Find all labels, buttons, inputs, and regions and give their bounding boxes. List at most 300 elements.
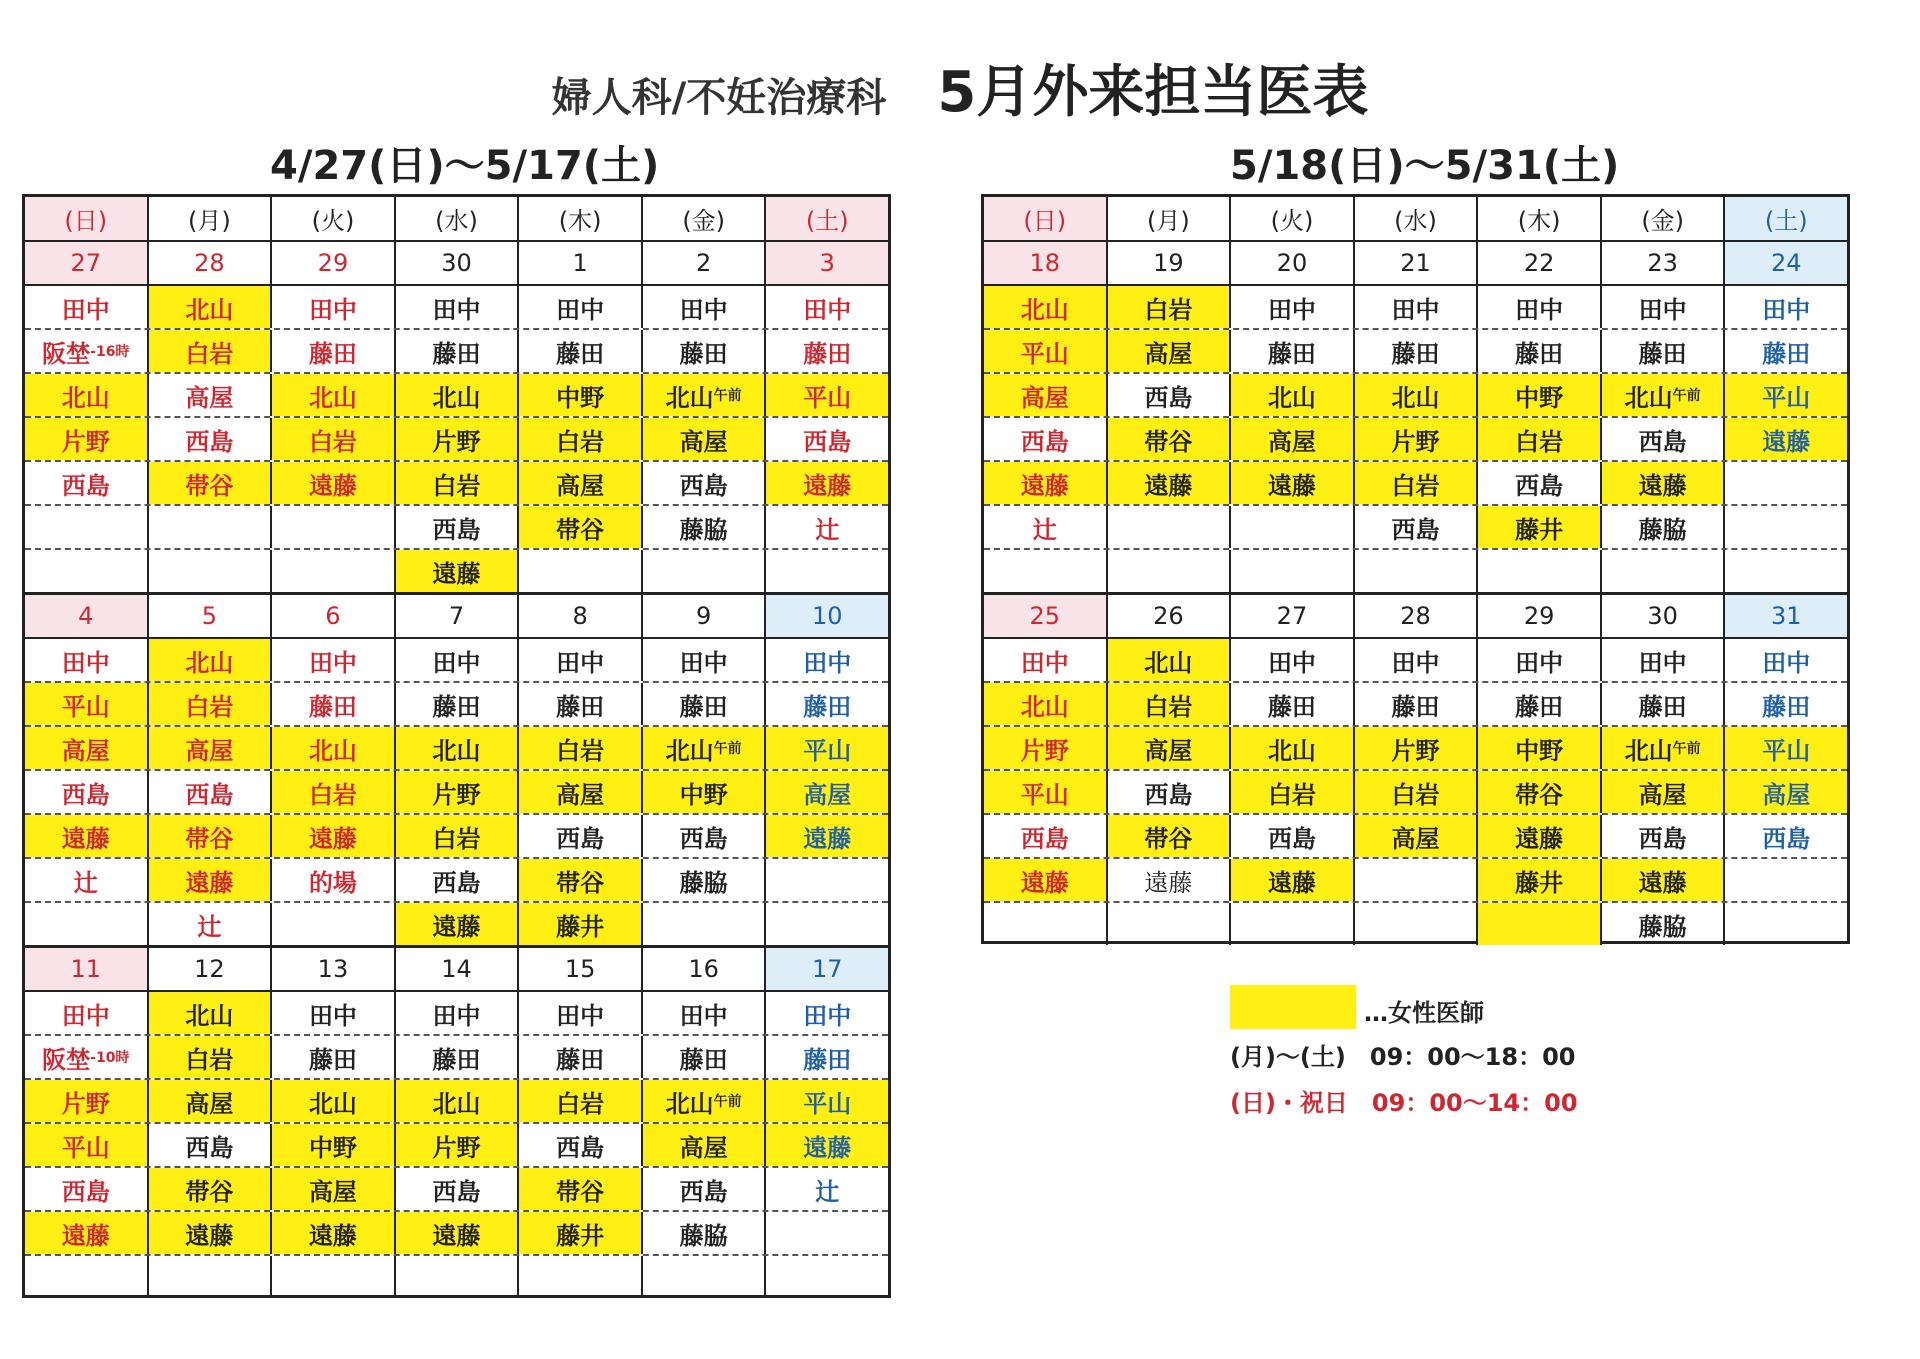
doctor-cell (1355, 903, 1479, 945)
doctor-cell (766, 683, 888, 725)
doctor-cell (643, 992, 767, 1034)
doctor-cell (1231, 550, 1355, 592)
doctor-cell (149, 992, 273, 1034)
doctor-row (984, 462, 1847, 506)
doctor-cell (396, 1080, 520, 1122)
doctor-cell (1231, 683, 1355, 725)
doctor-cell (766, 330, 888, 372)
doctor-cell (1478, 683, 1602, 725)
doctor-name: 阪埜 (42, 1045, 91, 1074)
doctor-name: 片野 (432, 780, 481, 809)
time-note: 午前 (1672, 741, 1701, 757)
doctor-cell (1725, 903, 1847, 945)
date-cell: 10 (766, 595, 888, 637)
doctor-name: 藤田 (1762, 339, 1811, 368)
doctor-name: 田中 (61, 1001, 110, 1030)
doctor-cell (396, 1168, 520, 1210)
doctor-name: 藤田 (1515, 339, 1564, 368)
doctor-cell (149, 1036, 273, 1078)
doctor-name: 藤田 (556, 339, 605, 368)
doctor-cell (643, 418, 767, 460)
doctor-cell (25, 815, 149, 857)
date-cell: 15 (519, 948, 643, 990)
date-cell: 17 (766, 948, 888, 990)
doctor-cell (766, 992, 888, 1034)
doctor-cell (1108, 418, 1232, 460)
doctor-name: 帯谷 (556, 515, 605, 544)
doctor-cell (149, 286, 273, 328)
doctor-row (25, 330, 888, 374)
doctor-cell (272, 462, 396, 504)
doctor-cell (519, 815, 643, 857)
doctor-cell (1725, 286, 1847, 328)
doctor-name: 遠藤 (803, 824, 852, 853)
doctor-cell (643, 1256, 767, 1298)
doctor-cell (1231, 374, 1355, 416)
doctor-name: 帯谷 (185, 471, 234, 500)
doctor-name: 田中 (1267, 295, 1316, 324)
doctor-cell (1231, 771, 1355, 813)
doctor-row (25, 550, 888, 592)
doctor-name: 藤脇 (679, 1221, 728, 1250)
doctor-name: 北山 (432, 1089, 481, 1118)
doctor-cell (25, 1124, 149, 1166)
doctor-cell (766, 1168, 888, 1210)
doctor-name: 辻 (73, 868, 98, 897)
doctor-row (984, 374, 1847, 418)
doctor-cell (766, 727, 888, 769)
doctor-name: 片野 (1391, 427, 1440, 456)
date-row (984, 242, 1847, 286)
doctor-cell (272, 992, 396, 1034)
doctor-name: 高屋 (185, 1089, 234, 1118)
doctor-cell (1602, 727, 1726, 769)
doctor-name: 北山 (1020, 295, 1069, 324)
doctor-row (984, 815, 1847, 859)
doctor-cell (1602, 418, 1726, 460)
date-cell: 27 (1231, 595, 1355, 637)
doctor-cell (149, 506, 273, 548)
doctor-cell (984, 683, 1108, 725)
doctor-cell (1231, 859, 1355, 901)
doctor-cell (25, 286, 149, 328)
doctor-cell (396, 550, 520, 592)
doctor-name: 白岩 (308, 780, 357, 809)
date-cell: 16 (643, 948, 767, 990)
doctor-cell (272, 683, 396, 725)
date-cell: 27 (25, 242, 149, 284)
weekday-header: (土) (766, 197, 888, 240)
doctor-cell (149, 639, 273, 681)
doctor-row (25, 771, 888, 815)
doctor-cell (519, 462, 643, 504)
doctor-name: 田中 (61, 648, 110, 677)
doctor-name: 田中 (679, 295, 728, 324)
doctor-name: 北山 (308, 1089, 357, 1118)
doctor-cell (1231, 286, 1355, 328)
doctor-name: 高屋 (679, 1133, 728, 1162)
doctor-cell (396, 374, 520, 416)
doctor-name: 中野 (679, 780, 728, 809)
doctor-row (984, 771, 1847, 815)
doctor-name: 藤田 (803, 339, 852, 368)
doctor-cell (149, 462, 273, 504)
doctor-name: 北山 (665, 383, 714, 412)
doctor-cell (984, 727, 1108, 769)
doctor-row (984, 506, 1847, 550)
doctor-cell (1355, 330, 1479, 372)
doctor-cell (149, 550, 273, 592)
doctor-name: 藤脇 (1638, 515, 1687, 544)
doctor-cell (1355, 506, 1479, 548)
doctor-cell (643, 815, 767, 857)
week-block (25, 595, 888, 948)
doctor-cell (149, 374, 273, 416)
doctor-cell (1602, 771, 1726, 813)
doctor-name: 藤田 (556, 1045, 605, 1074)
doctor-name: 西島 (1515, 471, 1564, 500)
doctor-cell (25, 859, 149, 901)
doctor-name: 高屋 (1391, 824, 1440, 853)
doctor-cell (149, 815, 273, 857)
doctor-cell (984, 550, 1108, 592)
doctor-cell (25, 771, 149, 813)
doctor-name: 田中 (1638, 648, 1687, 677)
department-title: 婦人科/不妊治療科 (551, 75, 887, 121)
doctor-cell (643, 462, 767, 504)
doctor-name: 西島 (679, 1177, 728, 1206)
doctor-name: 白岩 (1144, 295, 1193, 324)
weekday-header: (日) (984, 197, 1108, 240)
doctor-name: 藤田 (679, 1045, 728, 1074)
doctor-row (25, 1256, 888, 1298)
doctor-cell (766, 1256, 888, 1298)
doctor-cell (519, 992, 643, 1034)
doctor-cell (25, 1168, 149, 1210)
doctor-row (984, 683, 1847, 727)
doctor-cell (519, 771, 643, 813)
doctor-cell (1355, 639, 1479, 681)
doctor-name: 藤田 (679, 692, 728, 721)
doctor-name: 田中 (556, 648, 605, 677)
doctor-cell (25, 374, 149, 416)
doctor-name: 辻 (815, 515, 840, 544)
doctor-name: 高屋 (185, 383, 234, 412)
date-cell: 11 (25, 948, 149, 990)
doctor-name: 遠藤 (61, 1221, 110, 1250)
doctor-cell (1478, 418, 1602, 460)
doctor-cell (1478, 330, 1602, 372)
doctor-cell (1231, 462, 1355, 504)
doctor-name: 藤田 (308, 1045, 357, 1074)
doctor-name: 的場 (308, 868, 357, 897)
doctor-cell (1602, 903, 1726, 945)
weekday-header-row (25, 197, 888, 242)
doctor-cell (396, 1212, 520, 1254)
date-cell: 6 (272, 595, 396, 637)
doctor-cell (519, 1168, 643, 1210)
doctor-cell (984, 859, 1108, 901)
date-cell: 31 (1725, 595, 1847, 637)
doctor-cell (1725, 506, 1847, 548)
doctor-name: 西島 (679, 824, 728, 853)
doctor-name: 藤脇 (679, 868, 728, 897)
doctor-row (25, 1212, 888, 1256)
time-note: -10時 (90, 1050, 130, 1066)
doctor-name: 北山 (185, 295, 234, 324)
doctor-name: 北山 (308, 736, 357, 765)
doctor-name: 田中 (679, 1001, 728, 1030)
doctor-cell (1355, 374, 1479, 416)
doctor-cell (272, 815, 396, 857)
doctor-name: 藤井 (1515, 868, 1564, 897)
doctor-name: 西島 (1762, 824, 1811, 853)
doctor-cell (766, 903, 888, 945)
doctor-cell (149, 330, 273, 372)
doctor-name: 田中 (1762, 648, 1811, 677)
doctor-cell (519, 550, 643, 592)
time-note: 午前 (1672, 388, 1701, 404)
doctor-name: 西島 (803, 427, 852, 456)
doctor-name: 遠藤 (1267, 868, 1316, 897)
doctor-name: 平山 (803, 1089, 852, 1118)
doctor-name: 田中 (1267, 648, 1316, 677)
doctor-name: 高屋 (1144, 736, 1193, 765)
doctor-cell (1725, 771, 1847, 813)
doctor-name: 高屋 (1144, 339, 1193, 368)
doctor-name: 中野 (308, 1133, 357, 1162)
date-row (984, 595, 1847, 639)
doctor-cell (272, 859, 396, 901)
doctor-cell (272, 1080, 396, 1122)
doctor-row (984, 286, 1847, 330)
doctor-cell (766, 550, 888, 592)
doctor-cell (1478, 374, 1602, 416)
doctor-cell (1355, 683, 1479, 725)
doctor-cell (766, 1036, 888, 1078)
doctor-cell (25, 727, 149, 769)
doctor-name: 田中 (1638, 295, 1687, 324)
doctor-name: 帯谷 (1144, 824, 1193, 853)
doctor-cell (1725, 727, 1847, 769)
doctor-cell (643, 1124, 767, 1166)
doctor-name: 高屋 (1267, 427, 1316, 456)
doctor-cell (272, 286, 396, 328)
doctor-name: 藤田 (1267, 339, 1316, 368)
doctor-name: 北山 (61, 383, 110, 412)
doctor-cell (1355, 727, 1479, 769)
doctor-cell (149, 1080, 273, 1122)
doctor-cell (272, 1036, 396, 1078)
doctor-name: 白岩 (185, 692, 234, 721)
doctor-cell (25, 1080, 149, 1122)
doctor-cell (1231, 815, 1355, 857)
date-cell: 5 (149, 595, 273, 637)
doctor-row (984, 859, 1847, 903)
doctor-name: 遠藤 (432, 559, 481, 588)
doctor-name: 遠藤 (432, 912, 481, 941)
date-row (25, 242, 888, 286)
date-cell: 29 (272, 242, 396, 284)
date-cell: 25 (984, 595, 1108, 637)
doctor-cell (1108, 683, 1232, 725)
doctor-name: 北山 (1267, 383, 1316, 412)
doctor-name: 西島 (432, 1177, 481, 1206)
doctor-row (984, 550, 1847, 592)
date-cell: 19 (1108, 242, 1232, 284)
doctor-row (25, 639, 888, 683)
doctor-name: 西島 (432, 515, 481, 544)
doctor-cell (1108, 727, 1232, 769)
doctor-row (25, 859, 888, 903)
doctor-name: 田中 (432, 648, 481, 677)
doctor-name: 西島 (679, 471, 728, 500)
doctor-row (25, 903, 888, 945)
doctor-cell (643, 639, 767, 681)
doctor-cell (1108, 639, 1232, 681)
date-cell: 12 (149, 948, 273, 990)
doctor-name: 白岩 (1267, 780, 1316, 809)
time-note: -16時 (90, 344, 130, 360)
doctor-name: 藤田 (1638, 692, 1687, 721)
doctor-cell (396, 859, 520, 901)
date-cell: 9 (643, 595, 767, 637)
time-note: 午前 (713, 388, 742, 404)
doctor-cell (1108, 506, 1232, 548)
date-cell: 22 (1478, 242, 1602, 284)
doctor-row (25, 374, 888, 418)
doctor-cell (643, 286, 767, 328)
doctor-cell (1355, 815, 1479, 857)
doctor-cell (766, 771, 888, 813)
doctor-name: 西島 (185, 780, 234, 809)
doctor-name: 藤井 (1515, 515, 1564, 544)
doctor-cell (1725, 859, 1847, 901)
doctor-cell (1355, 286, 1479, 328)
doctor-cell (396, 286, 520, 328)
doctor-name: 中野 (556, 383, 605, 412)
doctor-row (984, 727, 1847, 771)
doctor-name: 白岩 (1515, 427, 1564, 456)
doctor-cell (1108, 550, 1232, 592)
doctor-row (25, 1124, 888, 1168)
doctor-cell (643, 506, 767, 548)
doctor-cell (1602, 286, 1726, 328)
doctor-name: 藤田 (432, 1045, 481, 1074)
doctor-name: 西島 (1391, 515, 1440, 544)
doctor-name: 田中 (1391, 648, 1440, 677)
doctor-cell (766, 815, 888, 857)
doctor-row (984, 639, 1847, 683)
doctor-name: 白岩 (1391, 471, 1440, 500)
date-cell: 2 (643, 242, 767, 284)
doctor-cell (984, 771, 1108, 813)
doctor-name: 藤田 (1267, 692, 1316, 721)
doctor-cell (519, 374, 643, 416)
doctor-row (984, 330, 1847, 374)
doctor-name: 田中 (803, 648, 852, 677)
doctor-cell (1355, 418, 1479, 460)
doctor-cell (643, 1080, 767, 1122)
weekday-header: (火) (1231, 197, 1355, 240)
doctor-cell (1478, 286, 1602, 328)
doctor-name: 白岩 (432, 471, 481, 500)
doctor-name: 平山 (61, 692, 110, 721)
doctor-name: 高屋 (61, 736, 110, 765)
doctor-cell (396, 727, 520, 769)
weekday-header: (月) (1108, 197, 1232, 240)
doctor-name: 白岩 (556, 427, 605, 456)
doctor-cell (766, 462, 888, 504)
doctor-name: 遠藤 (1020, 868, 1069, 897)
doctor-name: 遠藤 (1267, 471, 1316, 500)
doctor-name: 北山 (1267, 736, 1316, 765)
doctor-row (984, 903, 1847, 945)
doctor-name: 帯谷 (1144, 427, 1193, 456)
date-cell: 18 (984, 242, 1108, 284)
female-doctor-swatch (1230, 985, 1356, 1029)
doctor-cell (643, 550, 767, 592)
doctor-name: 田中 (679, 648, 728, 677)
doctor-name: 西島 (61, 471, 110, 500)
doctor-name: 辻 (815, 1177, 840, 1206)
weekday-header: (金) (643, 197, 767, 240)
doctor-name: 平山 (1020, 339, 1069, 368)
doctor-name: 西島 (1020, 427, 1069, 456)
doctor-cell (519, 418, 643, 460)
doctor-name: 帯谷 (185, 824, 234, 853)
doctor-cell (1108, 286, 1232, 328)
doctor-cell (149, 1124, 273, 1166)
doctor-name: 田中 (1391, 295, 1440, 324)
doctor-cell (396, 330, 520, 372)
doctor-cell (766, 1212, 888, 1254)
doctor-cell (1602, 330, 1726, 372)
doctor-name: 田中 (1020, 648, 1069, 677)
doctor-cell (1602, 815, 1726, 857)
doctor-name: 片野 (1020, 736, 1069, 765)
doctor-row (25, 815, 888, 859)
doctor-cell (272, 550, 396, 592)
doctor-cell (149, 1256, 273, 1298)
date-cell: 7 (396, 595, 520, 637)
doctor-name: 北山 (1624, 736, 1673, 765)
doctor-cell (1478, 771, 1602, 813)
doctor-cell (766, 639, 888, 681)
doctor-cell (984, 506, 1108, 548)
doctor-name: 白岩 (432, 824, 481, 853)
doctor-name: 北山 (1144, 648, 1193, 677)
doctor-cell (643, 727, 767, 769)
doctor-cell (1602, 506, 1726, 548)
doctor-cell (519, 286, 643, 328)
doctor-cell (25, 506, 149, 548)
doctor-name: 田中 (556, 1001, 605, 1030)
doctor-name: 西島 (61, 1177, 110, 1206)
doctor-cell (519, 1212, 643, 1254)
doctor-name: 平山 (1762, 736, 1811, 765)
doctor-cell (1478, 550, 1602, 592)
doctor-cell (272, 374, 396, 416)
doctor-name: 遠藤 (308, 824, 357, 853)
date-row (25, 948, 888, 992)
doctor-cell (1478, 859, 1602, 901)
doctor-name: 帯谷 (185, 1177, 234, 1206)
doctor-cell (25, 550, 149, 592)
weekday-header: (水) (1355, 197, 1479, 240)
doctor-name: 高屋 (185, 736, 234, 765)
weekday-hours: (月)～(土) 09：00～18：00 (1230, 1043, 1576, 1071)
